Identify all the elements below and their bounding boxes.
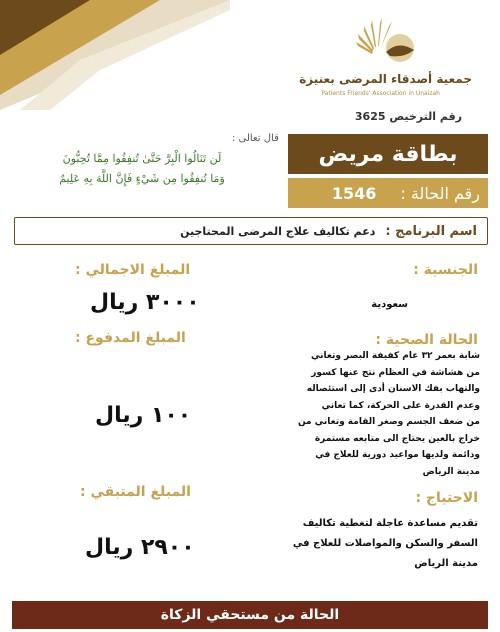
nationality-label: الجنسية : [413, 262, 478, 278]
need-line: مدينة الرياض [414, 558, 478, 569]
health-line: مدينة الرياض [422, 466, 480, 477]
health-status-label: الحالة الصحية : [375, 332, 478, 348]
health-line: خراج بالعين يحتاج الى متابعه مستمرة [314, 433, 480, 444]
health-line: والتهاب بفك الاسنان أدى إلى استئصاله [306, 384, 480, 394]
verse-line-2: وَمَا تُنفِقُوا مِن شَيْءٍ فَإِنَّ اللَّهَ بِهِ عَلِيمٌ [59, 172, 225, 185]
program-box [14, 217, 488, 245]
verse-intro: قال تعالى : [232, 133, 279, 144]
license-number: رقم الترخيص 3625 [354, 110, 462, 123]
nationality-value: سعودية [371, 299, 408, 310]
total-amount-label: المبلغ الاجمالي : [75, 262, 191, 278]
org-name-english: Patients Friends' Association in Unaizah [321, 90, 440, 97]
remaining-amount-value: ٢٩٠٠ ريال [85, 535, 195, 560]
corner-decoration [0, 0, 230, 110]
total-amount-value: ٣٠٠٠ ريال [90, 290, 200, 315]
health-line: من ضعف الجسم وصغر القامة وتعاني من [297, 417, 480, 427]
paid-amount-label: المبلغ المدفوع : [75, 330, 186, 346]
card-title: بطاقة مريض [288, 134, 488, 174]
need-line: تقديم مساعدة عاجلة لتغطية تكاليف [302, 518, 478, 529]
org-name-arabic: جمعية أصدقاء المرضى بعنيزة [299, 72, 472, 86]
remaining-amount-label: المبلغ المتبقي : [80, 484, 191, 500]
need-text [258, 514, 478, 574]
health-status-text [270, 348, 480, 480]
program-value: دعم تكاليف علاج المرضى المحتاجين [180, 224, 376, 238]
verse-line-1: لَن تَنَالُوا الْبِرَّ حَتَّىٰ تُنفِقُوا مِمَّا تُحِبُّونَ [62, 152, 222, 165]
health-line: شابة بعمر ٣٢ عام كفيفة البصر وتعاني [311, 351, 480, 361]
case-number-value: 1546 [331, 183, 377, 203]
association-logo [348, 12, 428, 72]
health-line: من هشاشة في العظام نتج عنها كسور [311, 367, 480, 378]
case-number-label: رقم الحالة : [400, 183, 480, 203]
need-label: الاحتياج : [415, 490, 478, 506]
case-number-row [288, 178, 488, 208]
health-line: وعدم القدرة على الحركة، كما تعاني [321, 400, 480, 411]
paid-amount-value: ١٠٠ ريال [95, 403, 192, 428]
zakat-eligibility-banner: الحالة من مستحقي الزكاة [12, 601, 488, 629]
program-label: اسم البرنامج : [385, 223, 477, 239]
need-line: السفر والسكن والمواصلات للعلاج في [292, 538, 478, 549]
health-line: ودائمة ولديها مواعيد دورية للعلاج في [315, 450, 480, 460]
